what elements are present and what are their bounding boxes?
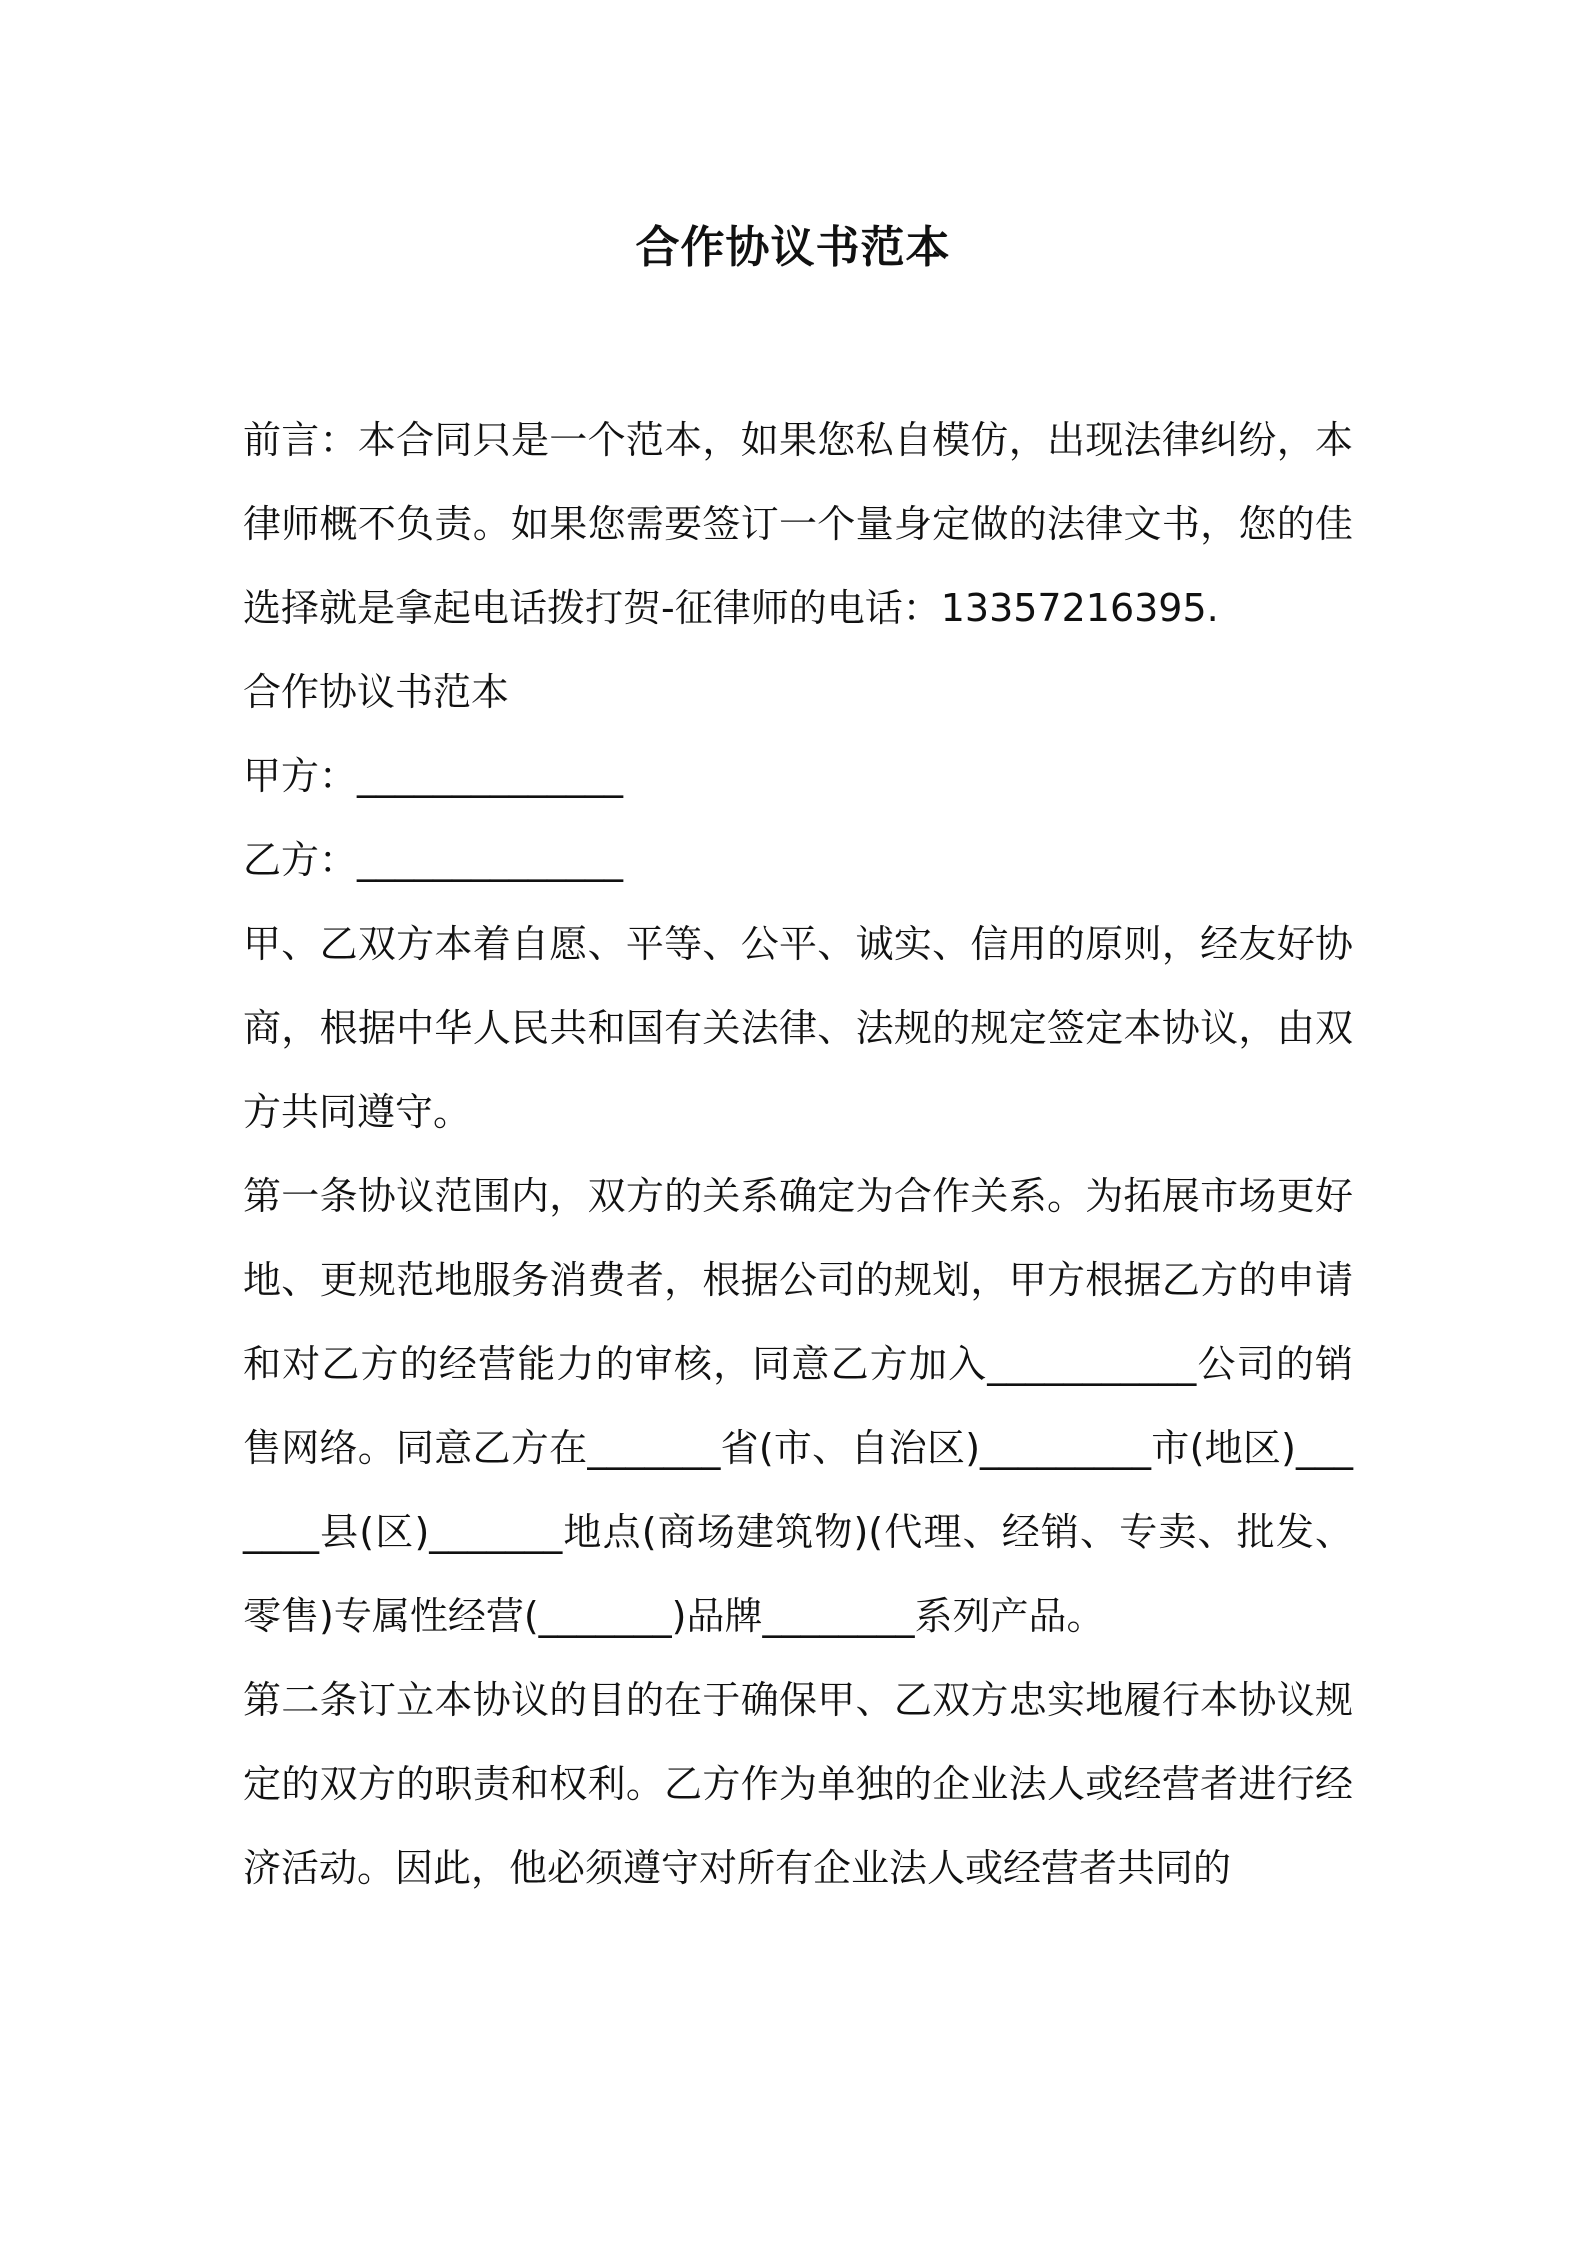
preface-paragraph: 前言：本合同只是一个范本，如果您私自模仿，出现法律纠纷，本律师概不负责。如果您需要签订一个量身定做的法律文书，您的佳选择就是拿起电话拨打贺-征律师的电话：13357216395. — [243, 418, 1353, 630]
document-title: 合作协议书范本 — [635, 222, 951, 273]
article-2-paragraph: 第二条订立本协议的目的在于确保甲、乙双方忠实地履行本协议规定的双方的职责和权利。乙方作为单独的企业法人或经营者进行经济活动。因此，他必须遵守对所有企业法人或经营者共同的 — [243, 1678, 1353, 1890]
party-b-line: 乙方：______________ — [243, 838, 624, 882]
article-1-paragraph: 第一条协议范围内，双方的关系确定为合作关系。为拓展市场更好地、更规范地服务消费者，根据公司的规划，甲方根据乙方的申请和对乙方的经营能力的审核，同意乙方加入___________公司的销售网络。同意乙方在_______省(市、自治区)_________市(地区)_______县(区)_______地点(商场建筑物)(代理、经销、专卖、批发、零售)专属性经营(_______)品牌________系列产品。 — [243, 1174, 1353, 1638]
party-a-line: 甲方：______________ — [243, 754, 624, 798]
intro-paragraph: 甲、乙双方本着自愿、平等、公平、诚实、信用的原则，经友好协商，根据中华人民共和国有关法律、法规的规定签定本协议，由双方共同遵守。 — [243, 922, 1353, 1134]
document-body — [243, 398, 1353, 1910]
subtitle-line: 合作协议书范本 — [243, 670, 510, 714]
